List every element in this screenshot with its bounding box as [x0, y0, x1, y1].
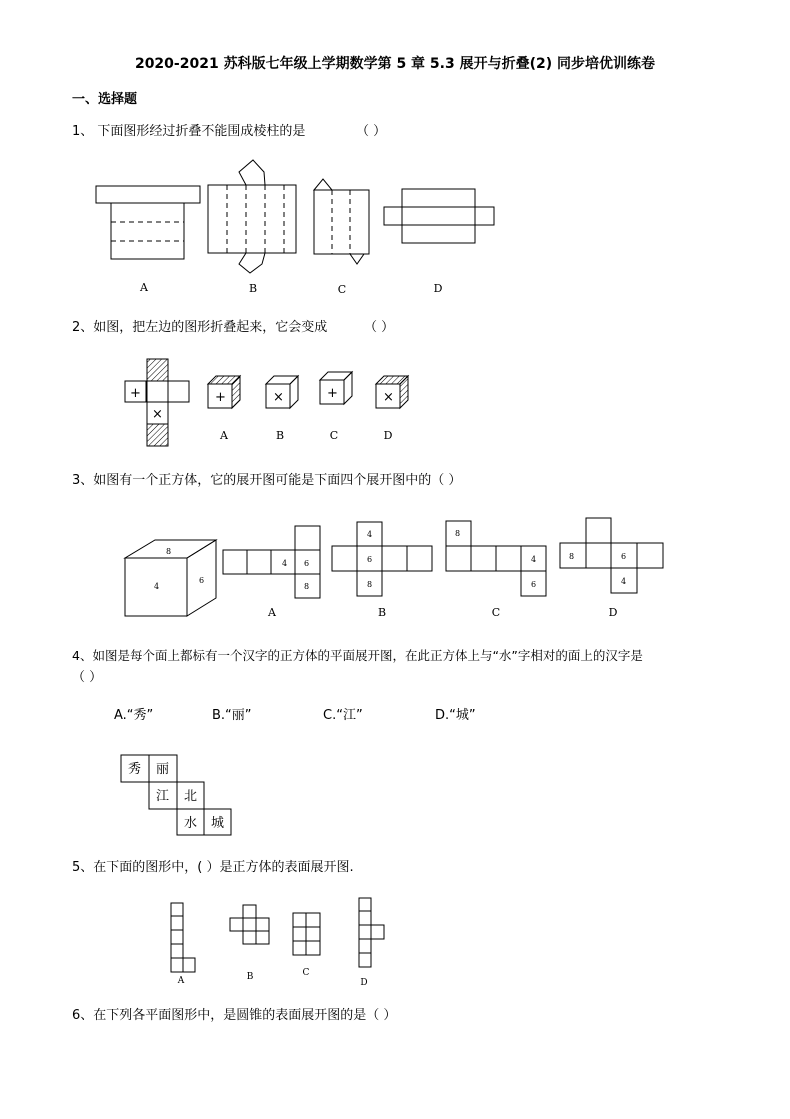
q5-net-a — [171, 903, 195, 972]
q3-b-cell-1: 4 — [367, 530, 373, 539]
q1-figure-a — [96, 186, 200, 259]
q1-figure-d — [384, 189, 494, 243]
q4-option-c: C.“江” — [323, 708, 363, 723]
q4-cell-cheng: 城 — [211, 816, 225, 831]
q3-d-cell-3: 4 — [621, 577, 627, 586]
q3-option-d: D — [608, 606, 618, 619]
q3-b-cell-3: 8 — [367, 580, 373, 589]
q1-text: 1、 下面图形经过折叠不能围成棱柱的是 — [72, 124, 306, 139]
q2-option-c: C — [329, 429, 339, 442]
q4-text: 4、如图是每个面上都标有一个汉字的正方体的平面展开图，在此正方体上与“水”字相对的面上的汉字是 — [72, 648, 643, 663]
q5-option-a: A — [177, 976, 185, 986]
q3-cube-front: 4 — [154, 582, 160, 591]
q4-option-b: B.“丽” — [212, 708, 252, 723]
q3-b-cell-2: 6 — [367, 555, 373, 564]
q2-blank: （ ） — [364, 320, 395, 335]
q3-c-cell-2: 4 — [531, 555, 537, 564]
q1-option-b: B — [248, 282, 258, 295]
q1-figure-c — [314, 179, 369, 264]
q2-a-plus: + — [215, 390, 226, 405]
q1-blank: （ ） — [356, 124, 387, 139]
q5-net-d — [359, 898, 384, 967]
q3-c-cell-1: 8 — [455, 529, 461, 538]
q1-option-c: C — [337, 283, 347, 296]
q3-cube-right: 6 — [199, 576, 205, 585]
q3-a-cell-3: 8 — [304, 582, 310, 591]
q2-net-plus: + — [130, 386, 141, 401]
q2-option-a: A — [220, 429, 228, 442]
q4-option-d: D.“城” — [435, 708, 476, 723]
q5-option-c: C — [302, 968, 310, 978]
q2-c-plus: + — [327, 386, 338, 401]
q6-text: 6、在下列各平面图形中，是圆锥的表面展开图的是（ ） — [72, 1008, 397, 1023]
q3-net-d — [560, 518, 663, 593]
q5-net-b — [230, 905, 269, 944]
q2-text: 2、如图，把左边的图形折叠起来，它会变成 — [72, 320, 328, 335]
q5-option-b: B — [246, 972, 254, 982]
q2-net-times: × — [152, 407, 163, 422]
q4-cell-shui: 水 — [184, 816, 198, 831]
q2-net — [125, 359, 189, 446]
q3-c-cell-3: 6 — [531, 580, 537, 589]
q3-d-cell-2: 6 — [621, 552, 627, 561]
q1-figure-b — [208, 160, 296, 273]
q5-net-c — [293, 913, 320, 955]
q3-text: 3、如图有一个正方体，它的展开图可能是下面四个展开图中的（ ） — [72, 473, 462, 488]
q2-option-d: D — [383, 429, 393, 442]
section-heading: 一、选择题 — [72, 92, 138, 107]
q3-d-cell-1: 8 — [569, 552, 575, 561]
q5-option-d: D — [360, 978, 368, 988]
q4-option-a: A.“秀” — [114, 708, 154, 723]
q3-option-b: B — [377, 606, 387, 619]
q5-text: 5、在下面的图形中，( ）是正方体的表面展开图. — [72, 860, 354, 875]
q4-cell-li: 丽 — [156, 762, 170, 777]
q4-cell-bei: 北 — [184, 789, 198, 804]
q4-cell-xiu: 秀 — [128, 762, 142, 777]
q2-option-b: B — [275, 429, 285, 442]
q3-a-cell-1: 4 — [282, 559, 288, 568]
q1-option-a: A — [140, 281, 148, 294]
q3-cube-top: 8 — [166, 547, 172, 556]
page-title: 2020-2021 苏科版七年级上学期数学第 5 章 5.3 展开与折叠(2) 同步培优训练卷 — [134, 56, 656, 72]
q3-option-c: C — [491, 606, 501, 619]
q3-net-b — [332, 522, 432, 596]
q4-cell-jiang: 江 — [156, 789, 170, 804]
q3-a-cell-2: 6 — [304, 559, 310, 568]
q2-d-times: × — [383, 390, 394, 405]
q1-option-d: D — [433, 282, 443, 295]
q4-blank: （ ） — [72, 670, 103, 685]
q3-option-a: A — [268, 606, 276, 619]
q2-b-times: × — [273, 390, 284, 405]
